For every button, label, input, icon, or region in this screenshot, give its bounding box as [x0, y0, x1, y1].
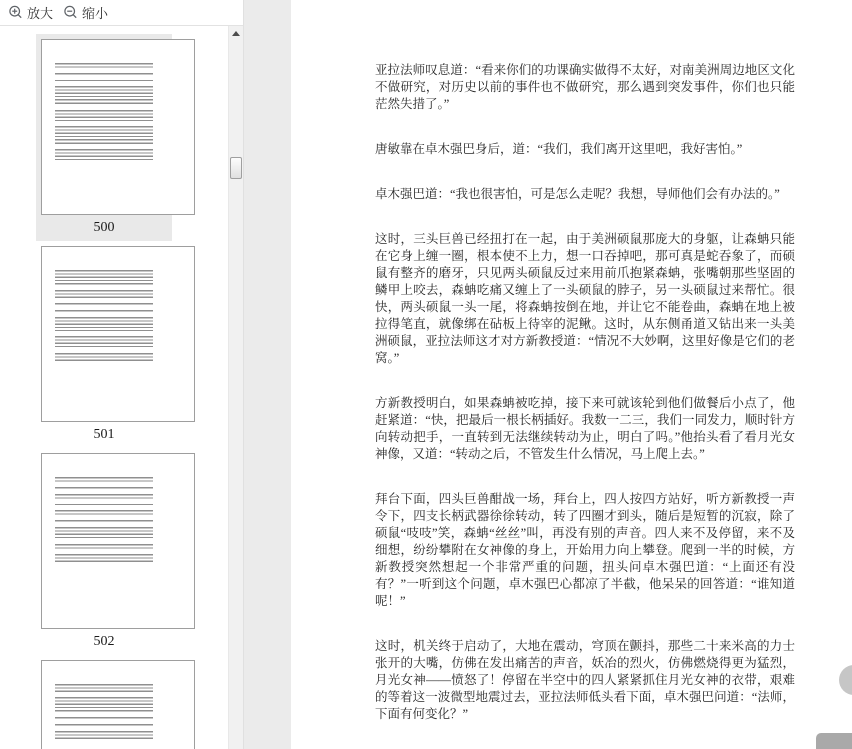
- thumbnail-text-block: [55, 510, 153, 515]
- thumbnail-list: [0, 27, 228, 749]
- thumbnail-text-block: [55, 290, 153, 298]
- sidebar-scrollbar-thumb[interactable]: [230, 157, 242, 179]
- corner-button[interactable]: [816, 733, 852, 749]
- thumbnail-text-block: [55, 310, 153, 312]
- paragraph: 方新教授明白，如果森蚺被吃掉，接下来可就该轮到他们做餐后小点了，他赶紧道：“快，把最后一根长柄插好。我数一二三，我们一同发力，顺时针方向转动把手，一直转到无法继续转动为止，明白了吗。”他抬头看了看月光女神像，又道：“转动之后，不管发生什么情况，马上爬上去。”: [375, 396, 795, 461]
- thumbnail-text-block: [55, 494, 153, 499]
- paragraph: 唐敏靠在卓木强巴身后，道：“我们，我们离开这里吧，我好害怕。”: [375, 142, 743, 156]
- thumbnail-page-number: 501: [93, 427, 115, 442]
- sidebar-scrollbar[interactable]: [228, 26, 243, 749]
- paragraph: 亚拉法师叹息道：“看来你们的功课确实做得不太好，对南美洲周边地区文化不做研究，对历史以前的事件也不做研究，那么遇到突发事件，你们也只能茫然失措了。”: [375, 63, 795, 111]
- thumbnail-item-502[interactable]: [36, 448, 172, 655]
- thumbnail-text-block: [55, 544, 153, 549]
- thumbnail-text-block: [55, 270, 153, 285]
- zoom-toolbar: [0, 0, 243, 26]
- thumbnail-text-block: [55, 353, 153, 361]
- thumbnail-text-block: [55, 303, 153, 305]
- paragraph: 这时，三头巨兽已经扭打在一起，由于美洲硕鼠那庞大的身躯，让森蚺只能在它身上缠一圈，根本使不上力，想一口吞掉吧，那可真是蛇吞象了，而硕鼠有整齐的磨牙，只见两头硕鼠反过来用前爪抱紧森蚺，张嘴朝那些坚固的鳞甲上咬去，森蚺吃痛又缠上了一头硕鼠的脖子，另一头硕鼠过来帮忙。很快，两头硕鼠一头一尾，将森蚺按倒在地，并让它不能卷曲，森蚺在地上被拉得笔直，就像绑在砧板上待宰的泥鳅。这时，从东侧甬道又钻出来一头美洲硕鼠，亚拉法师这才对方新教授道：“情况不大妙啊，这里好像是它们的老窝。”: [375, 232, 795, 365]
- thumbnail-text-block: [55, 697, 153, 712]
- thumbnail-page-preview[interactable]: [41, 246, 195, 422]
- thumbnail-text-block: [55, 504, 153, 506]
- panel-divider: [243, 0, 291, 749]
- thumbnail-sidebar: [0, 0, 243, 749]
- thumbnail-text-block: [55, 80, 153, 82]
- thumbnail-text-block: [55, 717, 153, 719]
- thumbnail-item-partial[interactable]: [36, 655, 172, 749]
- thumbnail-text-block: [55, 731, 153, 739]
- page-text: [375, 62, 795, 723]
- thumbnail-page-number: 500: [93, 220, 115, 235]
- thumbnail-text-block: [55, 86, 153, 104]
- thumbnail-text-block: [55, 126, 153, 144]
- thumbnail-text-block: [55, 554, 153, 562]
- paragraph: 拜台下面，四头巨兽酣战一场，拜台上，四人按四方站好，听方新教授一声令下，四支长柄武器徐徐转动，转了四圈才到头，随后是短暂的沉寂，除了硕鼠“吱吱”笑，森蚺“丝丝”叫，再没有别的声音。四人来不及停留，来不及细想，纷纷攀附在女神像的身上，开始用力向上攀登。爬到一半的时候，方新教授突然想起一个非常严重的问题，扭头问卓木强巴道：“上面还有没有？”一听到这个问题，卓木强巴心都凉了半截，他呆呆的回答道：“谁知道呢！”: [375, 492, 795, 608]
- thumbnail-item-500[interactable]: [36, 34, 172, 241]
- thumbnail-item-501[interactable]: [36, 241, 172, 448]
- scroll-up-arrow-icon[interactable]: [229, 26, 243, 41]
- thumbnail-text-block: [55, 477, 153, 482]
- thumbnail-text-block: [55, 63, 153, 68]
- thumbnail-page-number: 502: [93, 634, 115, 649]
- zoom-in-button[interactable]: [3, 1, 58, 24]
- paragraph: 这时，机关终于启动了，大地在震动，穹顶在颤抖，那些二十来米高的力士张开的大嘴，仿佛在发出痛苦的声音，妖冶的烈火，仿佛燃烧得更为猛烈，月光女神——愤怒了！停留在半空中的四人紧紧抓住月光女神的衣带，艰难的等着这一波微型地震过去，亚拉法师低头看下面，卓木强巴问道：“法师，下面有何变化？”: [375, 639, 795, 721]
- thumbnail-page-preview[interactable]: [41, 453, 195, 629]
- thumbnail-text-block: [55, 487, 153, 489]
- thumbnail-text-block: [55, 110, 153, 122]
- thumbnail-page-preview[interactable]: [41, 660, 195, 749]
- zoom-out-button[interactable]: [58, 1, 113, 24]
- document-page: [291, 0, 852, 749]
- zoom-in-label: 放大: [27, 6, 54, 21]
- zoom-in-icon: [8, 5, 23, 20]
- thumbnail-text-block: [55, 317, 153, 332]
- thumbnail-text-block: [55, 724, 153, 726]
- thumbnail-text-block: [55, 149, 153, 161]
- thumbnail-text-block: [55, 73, 153, 75]
- thumbnail-text-block: [55, 527, 153, 539]
- thumbnail-page-preview[interactable]: [41, 39, 195, 215]
- thumbnail-text-block: [55, 520, 153, 522]
- zoom-out-label: 缩小: [82, 6, 109, 21]
- thumbnail-text-block: [55, 336, 153, 348]
- zoom-out-icon: [63, 5, 78, 20]
- thumbnail-text-block: [55, 684, 153, 692]
- paragraph: 卓木强巴道：“我也很害怕，可是怎么走呢？我想，导师他们会有办法的。”: [375, 187, 780, 201]
